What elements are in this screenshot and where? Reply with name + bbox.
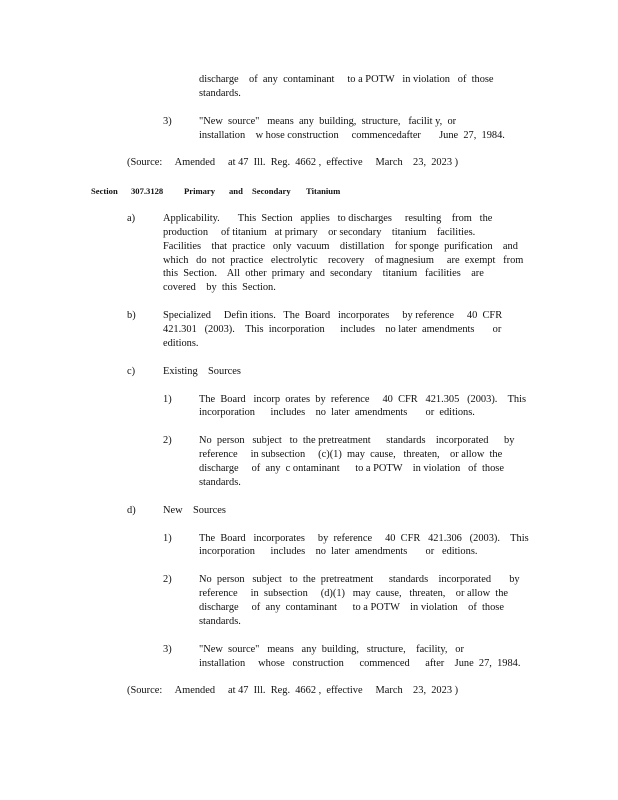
subsection-c-item-1-line-2: incorporation includes no later amendments or editions.	[199, 407, 475, 418]
subsection-c-item-2-number: 2)	[163, 435, 172, 446]
subsection-d-item-2-number: 2)	[163, 574, 172, 585]
subsection-d-item-1-line-2: incorporation includes no later amendments or editions.	[199, 546, 478, 557]
subsection-a-line-1: Applicability. This Section applies to discharges resulting from the	[163, 213, 493, 224]
section-label: Section	[91, 186, 118, 196]
subsection-c-item-2-line-4: standards.	[199, 477, 241, 488]
subsection-b-line-1: Specialized Defin itions. The Board incorporates by reference 40 CFR	[163, 310, 503, 321]
subsection-d-item-2-line-2: reference in subsection (d)(1) may cause, threaten, or allow the	[199, 588, 509, 599]
subsection-d-item-3-line-1: "New source" means any building, structure, facility, or	[199, 644, 464, 655]
source-note-bottom: (Source: Amended at 47 Ill. Reg. 4662 , effective March 23, 2023 )	[127, 685, 459, 696]
subsection-b-line-3: editions.	[163, 338, 199, 349]
subsection-a-line-4: which do not practice electrolytic recovery of magnesium are exempt from	[163, 255, 524, 266]
prev-item-3-line-2: installation w hose construction commencedafter June 27, 1984.	[199, 130, 505, 141]
subsection-d-item-3-line-2: installation whose construction commenced after June 27, 1984.	[199, 658, 521, 669]
subsection-d-item-2-line-3: discharge of any contaminant to a POTW in violation of those	[199, 602, 504, 613]
subsection-c-label: c)	[127, 366, 136, 377]
subsection-c-item-2-line-2: reference in subsection (c)(1) may cause, threaten, or allow the	[199, 449, 503, 460]
subsection-d-heading: New Sources	[163, 505, 226, 516]
section-title-word-3: Secondary	[252, 186, 291, 196]
section-number: 307.3128	[131, 186, 164, 196]
subsection-c-item-1-line-1: The Board incorp orates by reference 40 CFR 421.305 (2003). This	[199, 394, 527, 405]
subsection-d-label: d)	[127, 505, 136, 516]
section-title-word-1: Primary	[184, 186, 216, 196]
subsection-d-item-2-line-4: standards.	[199, 616, 241, 627]
subsection-a-label: a)	[127, 213, 136, 224]
subsection-a-line-5: this Section. All other primary and secondary titanium facilities are	[163, 268, 484, 279]
subsection-c-item-2-line-1: No person subject to the pretreatment standards incorporated by	[199, 435, 515, 446]
subsection-d-item-2-line-1: No person subject to the pretreatment standards incorporated by	[199, 574, 520, 585]
subsection-b-line-2: 421.301 (2003). This incorporation includes no later amendments or	[163, 324, 502, 335]
prev-item-2-line-1: discharge of any contaminant to a POTW in violation of those	[199, 74, 494, 85]
section-title-word-2: and	[229, 186, 243, 196]
subsection-c-heading: Existing Sources	[163, 366, 241, 377]
subsection-d-item-3-number: 3)	[163, 644, 172, 655]
prev-item-3-line-1: "New source" means any building, structure, facilit y, or	[199, 116, 457, 127]
subsection-d-item-1-line-1: The Board incorporates by reference 40 CFR 421.306 (2003). This	[199, 533, 529, 544]
subsection-a-line-2: production of titanium at primary or secondary titanium facilities.	[163, 227, 476, 238]
section-title-word-4: Titanium	[306, 186, 341, 196]
prev-item-3-number: 3)	[163, 116, 172, 127]
prev-item-2-line-2: standards.	[199, 88, 241, 99]
subsection-d-item-1-number: 1)	[163, 533, 172, 544]
subsection-a-line-6: covered by this Section.	[163, 282, 276, 293]
subsection-b-label: b)	[127, 310, 136, 321]
source-note-top: (Source: Amended at 47 Ill. Reg. 4662 , effective March 23, 2023 )	[127, 157, 459, 168]
subsection-c-item-1-number: 1)	[163, 394, 172, 405]
subsection-c-item-2-line-3: discharge of any c ontaminant to a POTW in violation of those	[199, 463, 504, 474]
subsection-a-line-3: Facilities that practice only vacuum distillation for sponge purification and	[163, 241, 518, 252]
